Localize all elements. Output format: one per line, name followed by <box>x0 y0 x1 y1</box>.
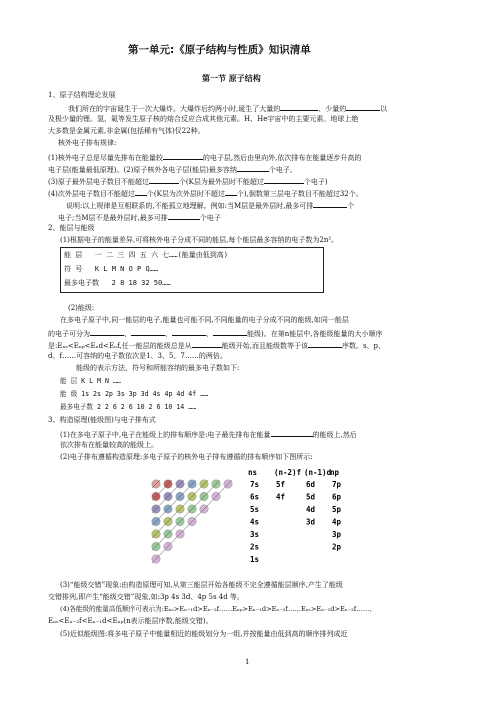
paragraph-line: (2)电子排布遵循构造原理:多电子原子的核外电子排布遵循的排布顺序如下图所示: <box>60 453 313 461</box>
paragraph-line: (4)各能级的能量高低顺序可表示为:Eₙₛ>Eₙ₋₁d>Eₙ₋₂f……Eₙₚ>Eₙ₋₁d>Eₙ₋₂f……Eₙₛ>Eₙ₋₁d>Eₙ₋₂f……、 <box>60 605 376 613</box>
blank <box>192 340 222 348</box>
paragraph-line: (5)近似能级图:将多电子原子中能量相近的能级划分为一组,并按能量由低到高的顺序排列成近 <box>60 630 348 638</box>
blank <box>264 176 304 184</box>
sublevel-table-row: 能 级 1s 2s 2p 3s 3p 3d 4s 4p 4d 4f …… <box>60 390 209 398</box>
blank <box>237 164 269 172</box>
sublevel-label: 2s <box>250 542 260 552</box>
blank <box>163 152 203 160</box>
rule-4: (4)次外层电子数目不能超过 个(K层为次外层时不超过 个),倒数第三层电子数目不能超过32个。 <box>48 190 363 198</box>
paragraph-line: 核外电子排布规律: <box>58 139 117 147</box>
blank <box>225 188 237 196</box>
sublevel-label: 5s <box>250 505 260 514</box>
sublevel-label: 2p <box>332 542 342 552</box>
section-heading: 第一节 原子结构 <box>202 74 261 83</box>
note-line: 电子;当M层不是最外层时,最多可排 个电子 <box>58 214 221 222</box>
diagram-header: np <box>330 468 340 477</box>
sublevel-label: 6s <box>250 492 260 502</box>
sublevel-label: 4f <box>276 492 286 502</box>
sublevel-label: 4p <box>332 517 342 527</box>
sublevel-label: 7p <box>332 480 342 489</box>
blank <box>168 212 200 220</box>
paragraph-line: 的电子可分为 、 、 、 能级)。在第n能层中,各能级能量的大小顺序 <box>48 330 383 338</box>
paragraph-line: 大多数是金属元素,非金属(包括稀有气体)仅22种。 <box>48 127 205 135</box>
shell-table-row: 最多电子数 2 8 18 32 50…… <box>64 279 171 287</box>
blank <box>90 328 124 336</box>
blank <box>271 429 313 437</box>
blank <box>346 103 380 111</box>
blank <box>131 328 165 336</box>
shell-table-row: 能 层 一 二 三 四 五 六 七……(能量由低到高) <box>64 251 229 259</box>
page-number: 1 <box>245 658 250 666</box>
sublevel-label: 6d <box>306 480 316 489</box>
paragraph-line: (1)根据电子的能量差异,可将核外电子分成不同的能层,每个能层最多容纳的电子数为2n²。 <box>60 236 339 244</box>
blank <box>213 328 247 336</box>
paragraph-line: d、f……可容纳的电子数依次是1、3、5、7……的两倍。 <box>48 352 227 360</box>
sublevel-table-row: 最多电子数 2 2 6 2 6 10 2 6 10 14 …… <box>60 403 197 411</box>
blank <box>313 200 347 208</box>
blank <box>280 103 318 111</box>
sublevel-label: 5f <box>276 480 286 489</box>
sublevel-label: 5d <box>306 492 316 502</box>
diagram-header: ns <box>248 468 258 477</box>
sublevel-label: 4d <box>306 505 316 514</box>
heading-2: 2、能层与能级 <box>48 224 95 232</box>
heading-1: 1、原子结构理论发展 <box>48 91 116 99</box>
paragraph-line: 及极少量的锂。氢、氦等发生原子核的熔合反应合成其他元素。H、He宇宙中的主要元素。地球上绝 <box>48 115 359 123</box>
blank <box>135 188 147 196</box>
paragraph-line: (2)能级: <box>68 304 95 312</box>
paragraph-line: (1)在多电子原子中,电子在能级上的排布顺序是:电子最先排布在能量 的能级上,然后 <box>60 431 357 439</box>
paragraph-line: 交错排列,即产生“能级交错”现象,如:3p 4s 3d、4p 5s 4d 等。 <box>48 593 244 601</box>
sublevel-label: 3d <box>306 517 316 527</box>
rule-2: 电子层(能量最低原理)。(2)原子核外各电子层(能层)最多容纳 个电子。 <box>48 166 297 174</box>
paragraph-line: 能级的表示方法、符号和所能容纳的最多电子数如下: <box>76 364 240 372</box>
paragraph-line: Eₙₛ<Eₙ₋₂f<Eₙ₋₁d<Eₙₚ(n表示能层序数,能级交错)。 <box>48 617 213 625</box>
sublevel-label: 5p <box>332 505 342 514</box>
shell-table-row: 符 号 K L M N O P Q…… <box>64 265 159 273</box>
paragraph-line: 是:Eₙₛ<Eₙₚ<Eₙd<Eₙf,任一能层的能级总是从 能级开始,而且能级数等于该 序数。s、p、 <box>48 342 386 350</box>
rule-1: (1)核外电子总是尽量先排布在能量较 的电子层,然后由里向外,依次排布在能量逐步升高的 <box>48 154 362 162</box>
sublevel-label: 6p <box>332 492 342 502</box>
sublevel-label: 3p <box>332 530 342 539</box>
note-line: 说明:以上规律是互相联系的,不能孤立地理解。例如:当M层是最外层时,最多可排 个 <box>66 202 355 210</box>
blank <box>149 176 179 184</box>
diagram-header: (n-1)d <box>304 468 332 477</box>
paragraph-line: 在多电子原子中,同一能层的电子,能量也可能不同,不同能量的电子分成不同的能级,如同一能层 <box>60 316 349 324</box>
paragraph-line: 我们所在的宇宙诞生于一次大爆炸。大爆炸后约两小时,诞生了大量的 、少量的 以 <box>68 105 388 113</box>
sublevel-label: 7s <box>250 480 260 489</box>
heading-3: 3、构造原理(能级图)与电子排布式 <box>48 416 156 424</box>
sublevel-table-row: 能 层 K L M N …… <box>60 377 121 385</box>
document-title: 第一单元:《原子结构与性质》知识清单 <box>128 44 311 56</box>
paragraph-line: (3)“能级交错”现象:由构造原理可知,从第三能层开始各能级不完全遵循能层顺序,产生了能级 <box>60 581 343 589</box>
aufbau-diagram <box>148 466 348 576</box>
diagram-header: (n-2)f <box>274 468 302 477</box>
blank <box>172 328 206 336</box>
sublevel-label: 1s <box>250 555 260 564</box>
blank <box>308 340 342 348</box>
sublevel-label: 4s <box>250 517 260 527</box>
rule-3: (3)原子最外层电子数目不能超过 个(K层为最外层时不能超过 个电子) <box>48 178 328 186</box>
sublevel-label: 3s <box>250 530 260 539</box>
paragraph-line: 依次排布在能量较高的能级上。 <box>60 441 158 449</box>
